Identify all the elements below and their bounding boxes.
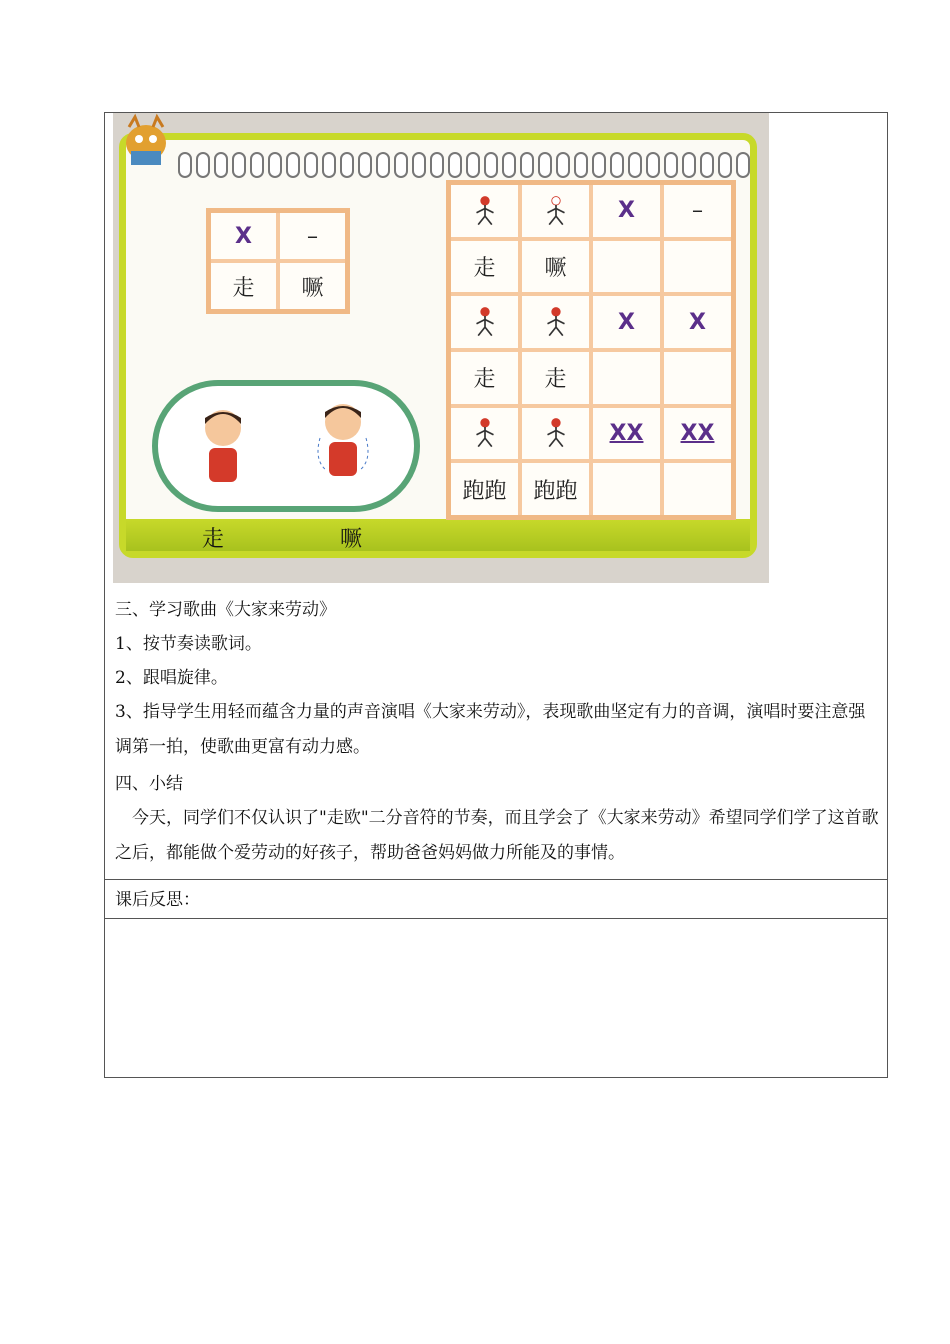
- spiral-ring: [394, 152, 408, 178]
- section-3-item-3: 3、指导学生用轻而蕴含力量的声音演唱《大家来劳动》，表现歌曲坚定有力的音调，演唱时要注意强调第一拍，使歌曲更富有动力感。: [115, 702, 866, 757]
- kids-oval: [152, 380, 420, 512]
- spiral-binding: [178, 152, 758, 182]
- spiral-ring: [340, 152, 354, 178]
- spiral-ring: [538, 152, 552, 178]
- section-3-heading: 三、学习歌曲《大家来劳动》: [115, 600, 336, 620]
- reflection-label: 课后反思：: [115, 890, 200, 910]
- stick-figure-icon: [539, 416, 573, 450]
- rhythm-cell: [593, 463, 660, 515]
- spiral-ring: [178, 152, 192, 178]
- spiral-ring: [214, 152, 228, 178]
- spiral-ring: [718, 152, 732, 178]
- stick-figure-icon: [539, 194, 573, 228]
- spiral-ring: [466, 152, 480, 178]
- spiral-ring: [610, 152, 624, 178]
- spiral-ring: [448, 152, 462, 178]
- spiral-ring: [628, 152, 642, 178]
- rhythm-cell: –: [664, 185, 731, 237]
- spiral-ring: [268, 152, 282, 178]
- rhythm-cell: X: [593, 296, 660, 348]
- rhythm-cell: X: [664, 296, 731, 348]
- rhythm-cell: X: [211, 213, 276, 259]
- section-3-item-2: 2、跟唱旋律。: [115, 668, 228, 688]
- rhythm-cell: XX: [593, 408, 660, 460]
- rhythm-cell: 走: [522, 352, 589, 404]
- left-rhythm-grid: [206, 208, 350, 314]
- stick-figure-icon: [539, 305, 573, 339]
- rhythm-card: [119, 133, 757, 558]
- row-divider: [105, 918, 887, 919]
- section-4-heading: 四、小结: [115, 774, 183, 794]
- rhythm-cell: 噘: [522, 241, 589, 293]
- section-3-item-1: 1、按节奏读歌词。: [115, 634, 262, 654]
- spiral-ring: [196, 152, 210, 178]
- spiral-ring: [430, 152, 444, 178]
- spiral-ring: [412, 152, 426, 178]
- spiral-ring: [700, 152, 714, 178]
- rhythm-cell: X: [593, 185, 660, 237]
- rhythm-cell: [522, 185, 589, 237]
- spiral-ring: [304, 152, 318, 178]
- summary-paragraph: 今天，同学们不仅认识了"走欧"二分音符的节奏，而且学会了《大家来劳动》希望同学们学了这首歌之后，都能做个爱劳动的好孩子，帮助爸爸妈妈做力所能及的事情。: [115, 808, 879, 863]
- rhythm-cell: [593, 241, 660, 293]
- rhythm-cell: [451, 296, 518, 348]
- spiral-ring: [502, 152, 516, 178]
- rhythm-cell: 走: [211, 263, 276, 309]
- rhythm-cell: 走: [451, 241, 518, 293]
- spiral-ring: [376, 152, 390, 178]
- rhythm-cell: 跑跑: [522, 463, 589, 515]
- kid-walking-image: [196, 406, 250, 490]
- stick-figure-icon: [468, 416, 502, 450]
- rhythm-cell: –: [280, 213, 345, 259]
- rhythm-cell: [664, 463, 731, 515]
- rhythm-cell: [451, 408, 518, 460]
- stick-figure-icon: [468, 305, 502, 339]
- spiral-ring: [250, 152, 264, 178]
- rhythm-card-photo: [113, 113, 769, 583]
- rhythm-cell: 走: [451, 352, 518, 404]
- spiral-ring: [682, 152, 696, 178]
- rhythm-cell: [522, 296, 589, 348]
- kid-label-o: 噘: [340, 527, 363, 552]
- spiral-ring: [646, 152, 660, 178]
- rhythm-cell: 跑跑: [451, 463, 518, 515]
- rhythm-cell: [593, 352, 660, 404]
- rhythm-cell: [664, 241, 731, 293]
- spiral-ring: [664, 152, 678, 178]
- rhythm-cell: XX: [664, 408, 731, 460]
- rhythm-cell: [664, 352, 731, 404]
- spiral-ring: [358, 152, 372, 178]
- spiral-ring: [484, 152, 498, 178]
- stick-figure-icon: [468, 194, 502, 228]
- spiral-ring: [736, 152, 750, 178]
- kid-clapping-image: [316, 400, 370, 484]
- rhythm-cell: [451, 185, 518, 237]
- right-rhythm-grid: [446, 180, 736, 520]
- lesson-table: [104, 112, 888, 1078]
- rhythm-cell: [522, 408, 589, 460]
- spiral-ring: [556, 152, 570, 178]
- spiral-ring: [232, 152, 246, 178]
- spiral-ring: [286, 152, 300, 178]
- rhythm-cell: 噘: [280, 263, 345, 309]
- spiral-ring: [574, 152, 588, 178]
- spiral-ring: [322, 152, 336, 178]
- row-divider: [105, 879, 887, 880]
- kid-label-walk: 走: [202, 527, 225, 552]
- spiral-ring: [592, 152, 606, 178]
- cow-mascot-image: [121, 113, 171, 171]
- spiral-ring: [520, 152, 534, 178]
